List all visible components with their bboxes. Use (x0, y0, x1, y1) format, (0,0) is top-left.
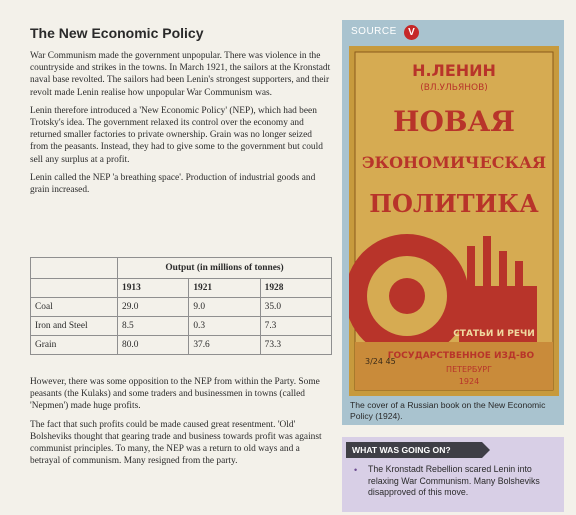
row-label: Iron and Steel (31, 317, 118, 336)
book-author-sub: (ВЛ.УЛЬЯНОВ) (420, 83, 488, 93)
paragraph: War Communism made the government unpopular. There was violence in the countryside and strikes in the towns. In March 1921, the sailors at the Kronstadt naval base revolted. The sailors had been Lenin's strongest supporters, and their revolt made Lenin realise how unpopular War Communism was. (30, 51, 331, 98)
book-title-line: ПОЛИТИКА (369, 189, 539, 218)
book-publisher: ГОСУДАРСТВЕННОЕ ИЗД-ВО (387, 351, 535, 361)
bullet-icon: • (354, 465, 358, 475)
source-panel (342, 20, 564, 425)
paragraph: Lenin called the NEP 'a breathing space'. Production of industrial goods and grain increased. (30, 172, 316, 196)
table-corner-cell (31, 279, 118, 298)
intro-text (30, 50, 332, 202)
year-header: 1913 (118, 279, 189, 298)
book-city: ПЕТЕРБУРГ (446, 365, 492, 374)
output-table (30, 257, 332, 355)
source-caption: The cover of a Russian book on the New Economic Policy (1924). (350, 400, 546, 421)
row-label: Coal (31, 298, 118, 317)
section-title: The New Economic Policy (30, 25, 204, 41)
table-cell: 9.0 (189, 298, 260, 317)
table-cell: 73.3 (260, 336, 331, 355)
table-group-header: Output (in millions of tonnes) (118, 258, 332, 279)
table-cell: 29.0 (118, 298, 189, 317)
year-header: 1928 (260, 279, 331, 298)
book-cover-image (349, 46, 559, 396)
book-subtitle: СТАТЬИ И РЕЧИ (453, 329, 535, 339)
table-row (31, 336, 332, 355)
book-title-line: НОВАЯ (392, 105, 516, 138)
book-handwritten-note: 3/24 45 (365, 357, 396, 366)
source-label: SOURCE (351, 26, 397, 37)
paragraph: However, there was some opposition to the NEP from within the Party. Some peasants (the Kulaks) and some traders and businessmen in towns (called 'Nepmen') made huge profits. (30, 377, 320, 412)
opposition-text (30, 376, 332, 473)
book-title-line: ЭКОНОМИЧЕСКАЯ (361, 153, 547, 172)
paragraph: Lenin therefore introduced a 'New Economic Policy' (NEP), which had been Trotsky's idea. The government relaxed its control over the economy and returned smaller factories to private ownership. Grain was no longer seized from the peasants. Instead, they had to give some to the government but could sell any surplus at a profit. (30, 105, 323, 165)
table-cell: 8.5 (118, 317, 189, 336)
table-cell: 0.3 (189, 317, 260, 336)
table-cell: 7.3 (260, 317, 331, 336)
going-on-title: WHAT WAS GOING ON? (346, 442, 482, 458)
table-cell: 35.0 (260, 298, 331, 317)
going-on-text: The Kronstadt Rebellion scared Lenin into relaxing War Communism. Many Bolsheviks disapproved of this move. (368, 464, 540, 497)
table-corner-cell (31, 258, 118, 279)
source-letter-badge: V (404, 25, 419, 40)
book-year: 1924 (458, 377, 480, 386)
table-header-row (31, 258, 332, 279)
year-header: 1921 (189, 279, 260, 298)
row-label: Grain (31, 336, 118, 355)
table-year-row (31, 279, 332, 298)
what-was-going-on-box (342, 437, 564, 512)
table-row (31, 317, 332, 336)
paragraph: The fact that such profits could be made caused great resentment. 'Old' Bolsheviks thought that gearing trade and business towards profit was against communist principles. To many, the NEP was a return to old ways and a betrayal of communism. Many resigned from the party. (30, 419, 322, 467)
table-cell: 37.6 (189, 336, 260, 355)
book-author: Н.ЛЕНИН (412, 61, 496, 80)
table-cell: 80.0 (118, 336, 189, 355)
table-row (31, 298, 332, 317)
